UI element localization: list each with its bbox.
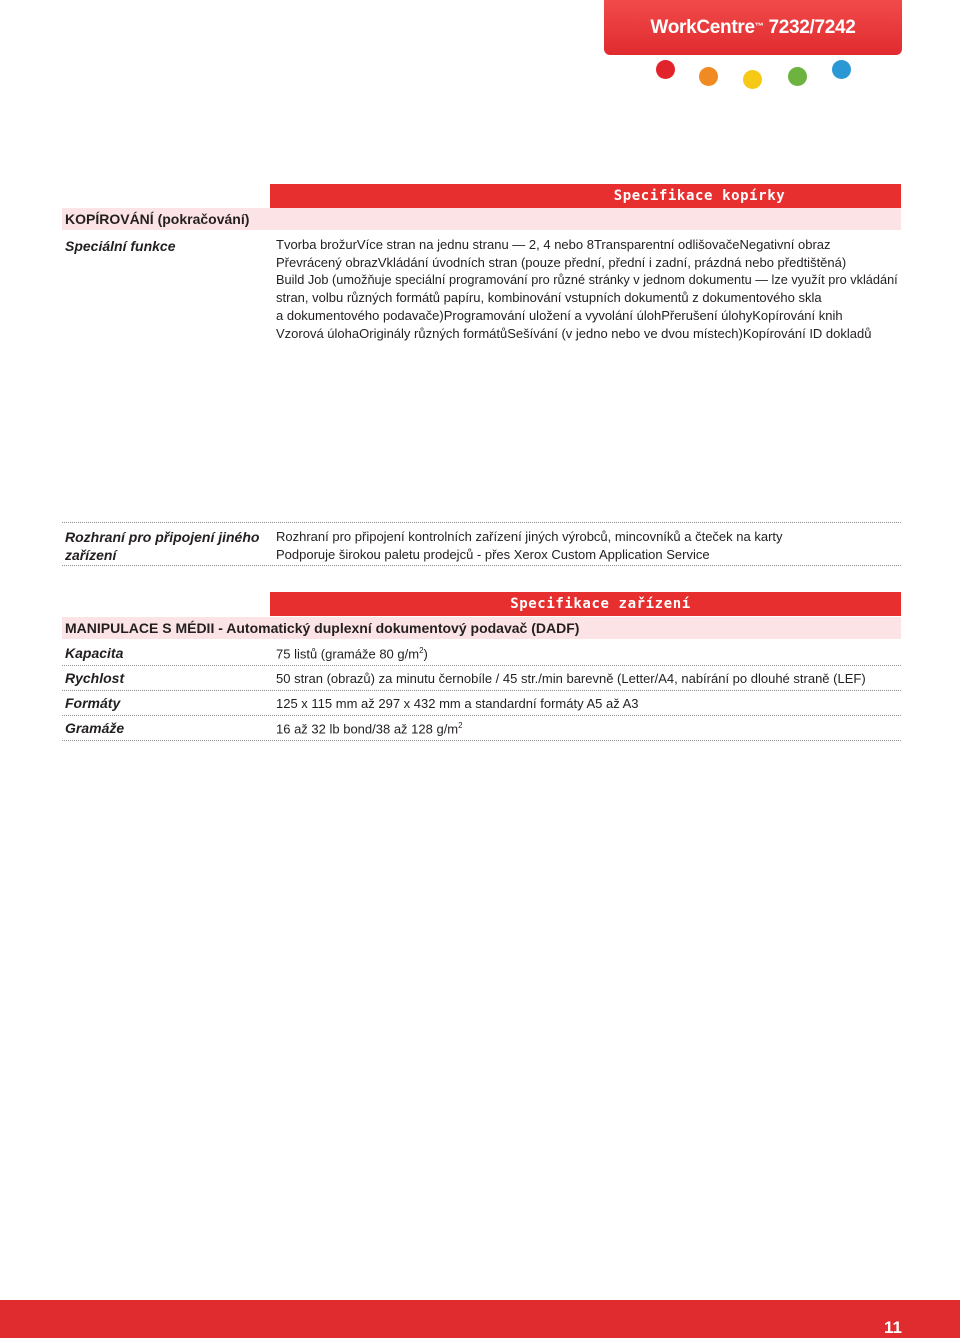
- special-function-item: Kopírování ID dokladů: [742, 325, 872, 341]
- device-spec-title: Specifikace zařízení: [510, 596, 691, 612]
- special-function-item: Vzorová úloha: [276, 325, 360, 341]
- brand-model: 7232/7242: [768, 16, 856, 38]
- special-function-item: Přerušení úlohy: [661, 307, 753, 323]
- special-function-item: Build Job (umožňuje speciální programování pro různé stránky v jednom dokumentu — lze využít pro vkládání: [276, 272, 898, 288]
- spec-row-value: [276, 671, 866, 686]
- special-function-item: Vkládání úvodních stran (pouze přední, přední i zadní, prázdná nebo předtištěná): [377, 254, 847, 270]
- spec-row-label: Formáty: [65, 695, 121, 711]
- spec-row-value-tail: ): [423, 646, 428, 662]
- divider: [62, 690, 901, 691]
- interface-label-line-2: zařízení: [65, 547, 117, 563]
- special-functions-list: [276, 236, 901, 342]
- spec-row-value-text: 125 x 115 mm až 297 x 432 mm a standardní formáty A5 až A3: [276, 696, 639, 711]
- special-function-item: Originály různých formátů: [359, 325, 508, 341]
- brand-header: [604, 0, 902, 55]
- interface-label-line-1: Rozhraní pro připojení jiného: [65, 529, 260, 545]
- device-section-title: MANIPULACE S MÉDII - Automatický duplexní dokumentový podavač (DADF): [65, 620, 580, 636]
- copy-spec-band: [270, 184, 901, 208]
- trademark-mark: ™: [754, 20, 764, 31]
- divider: [62, 740, 901, 741]
- special-function-item: Více stran na jednu stranu — 2, 4 nebo 8: [356, 237, 594, 252]
- divider: [62, 715, 901, 716]
- copy-section-title: KOPÍROVÁNÍ (pokračování): [65, 211, 250, 227]
- special-function-item: stran, volbu různých formátů papíru, kombinování vstupních dokumentů z dokumentového skla: [276, 290, 822, 306]
- dot-green: [788, 67, 807, 86]
- special-function-item: Transparentní odlišovače: [593, 237, 740, 252]
- interface-list: [276, 528, 901, 563]
- spec-row-value-text: 16 až 32 lb bond/38 až 128 g/m: [276, 721, 459, 737]
- divider: [62, 565, 901, 566]
- special-functions-label: Speciální funkce: [65, 238, 176, 254]
- superscript: 2: [419, 646, 424, 655]
- special-function-item: Tvorba brožur: [276, 237, 357, 252]
- spec-row-value-text: 50 stran (obrazů) za minutu černobíle / 45 str./min barevně (Letter/A4, nabírání po dlouhé straně (LEF): [276, 671, 866, 686]
- dot-yellow: [743, 70, 762, 89]
- page-number: 11: [884, 1318, 902, 1337]
- special-function-item: Negativní obraz: [739, 237, 831, 252]
- spec-row-label: Kapacita: [65, 645, 124, 661]
- superscript: 2: [458, 721, 463, 730]
- brand-title: WorkCentre: [650, 16, 755, 38]
- special-function-item: Kopírování knih: [752, 307, 843, 323]
- copy-spec-title: Specifikace kopírky: [613, 188, 786, 204]
- divider: [62, 522, 901, 523]
- spec-row-label: Gramáže: [65, 720, 125, 736]
- special-function-item: Převrácený obraz: [276, 254, 378, 270]
- dot-red: [656, 60, 675, 79]
- special-function-item: a dokumentového podavače): [276, 307, 444, 323]
- interface-item: Rozhraní pro připojení kontrolních zařízení jiných výrobců, mincovníků a čteček na karty: [276, 529, 783, 544]
- divider: [62, 665, 901, 666]
- dot-blue: [832, 60, 851, 79]
- spec-row-value-text: 75 listů (gramáže 80 g/m: [276, 646, 420, 662]
- dot-orange: [699, 67, 718, 86]
- spec-row-label: Rychlost: [65, 670, 125, 686]
- special-function-item: Sešívání (v jedno nebo ve dvou místech): [507, 325, 743, 341]
- spec-row-value: [276, 646, 428, 661]
- special-function-item: Programování uložení a vyvolání úloh: [443, 307, 662, 323]
- interface-item: Podporuje širokou paletu prodejců - přes Xerox Custom Application Service: [276, 546, 710, 562]
- spec-row-value: [276, 721, 463, 736]
- device-spec-band: [270, 592, 901, 616]
- interface-label: [65, 528, 275, 564]
- spec-row-value: [276, 696, 639, 711]
- footer-bar: [0, 1300, 960, 1338]
